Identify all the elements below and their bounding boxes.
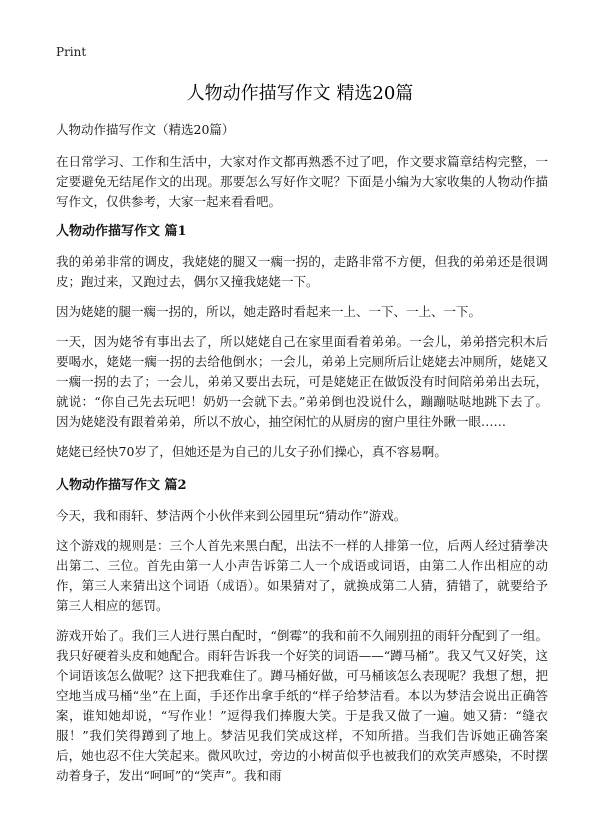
page-title: 人物动作描写作文 精选20篇 [186, 83, 414, 104]
print-label[interactable]: Print [56, 45, 87, 59]
section-paragraph: 这个游戏的规则是：三个人首先来黑白配，出法不一样的人排第一位，后两人经过猜拳决出第二、三位。首先由第一人小声告诉第二人一个成语或词语，由第二人作出相应的动作，第三人来猜出这个词语（成语）。如果猜对了，就换成第二人猜，猜错了，就要给予第三人相应的惩罚。 [56, 538, 548, 613]
section-heading: 人物动作描写作文 篇2 [56, 478, 187, 493]
section-paragraph: 今天，我和雨轩、梦洁两个小伙伴来到公园里玩“猜动作”游戏。 [56, 508, 407, 523]
article-subtitle: 人物动作描写作文（精选20篇） [56, 122, 235, 137]
section-heading: 人物动作描写作文 篇1 [56, 224, 187, 239]
section-paragraph: 我的弟弟非常的调皮，我姥姥的腿又一瘸一拐的，走路非常不方便，但我的弟弟还是很调皮；跑过来，又跑过去，偶尔又撞我姥姥一下。 [56, 254, 548, 289]
section-paragraph: 因为姥姥的腿一瘸一拐的，所以，她走路时看起来一上、一下、一上、一下。 [56, 304, 482, 319]
section-paragraph: 游戏开始了。我们三人进行黑白配时，“倒霉”的我和前不久闹别扭的雨轩分配到了一组。我只好硬着头皮和她配合。雨轩告诉我一个好笑的词语——“蹲马桶”。我又气又好笑，这个词语该怎么做呢？这下把我难住了。蹲马桶好做，可马桶该怎么表现呢？我想了想，把空地当成马桶“坐”在上面，手还作出拿手纸的“样子给梦洁看。本以为梦洁会说出正确答案，谁知她却说，“写作业！”逗得我们捧腹大笑。于是我又做了一遍。她又猜：“缝衣服！”我们笑得蹲到了地上。梦洁见我们笑成这样，不知所措。当我们告诉她正确答案后，她也忍不住大笑起来。微风吹过，旁边的小树苗似乎也被我们的欢笑声感染，不时摆动着身子，发出“呵呵”的“笑声”。我和雨 [56, 628, 548, 783]
section-paragraph: 一天，因为姥爷有事出去了，所以姥姥自己在家里面看着弟弟。一会儿，弟弟搭完积木后要喝水，姥姥一瘸一拐的去给他倒水；一会儿，弟弟上完厕所后让姥姥去冲厕所，姥姥又一瘸一拐的去了；一会儿，弟弟又要出去玩，可是姥姥正在做饭没有时间陪弟弟出去玩，就说：“你自己先去玩吧！奶奶一会就下去。”弟弟倒也没说什么，蹦蹦哒哒地跳下去了。因为姥姥没有跟着弟弟，所以不放心，抽空闲忙的从厨房的窗户里往外瞅一眼…… [56, 334, 548, 429]
section-paragraph: 姥姥已经快70岁了，但她还是为自己的儿女子孙们操心，真不容易啊。 [56, 444, 447, 459]
intro-paragraph: 在日常学习、工作和生活中，大家对作文都再熟悉不过了吧，作文要求篇章结构完整，一定要避免无结尾作文的出现。那要怎么写好作文呢？下面是小编为大家收集的人物动作描写作文，仅供参考，大家一起来看看吧。 [56, 154, 548, 209]
article-body [56, 120, 548, 796]
